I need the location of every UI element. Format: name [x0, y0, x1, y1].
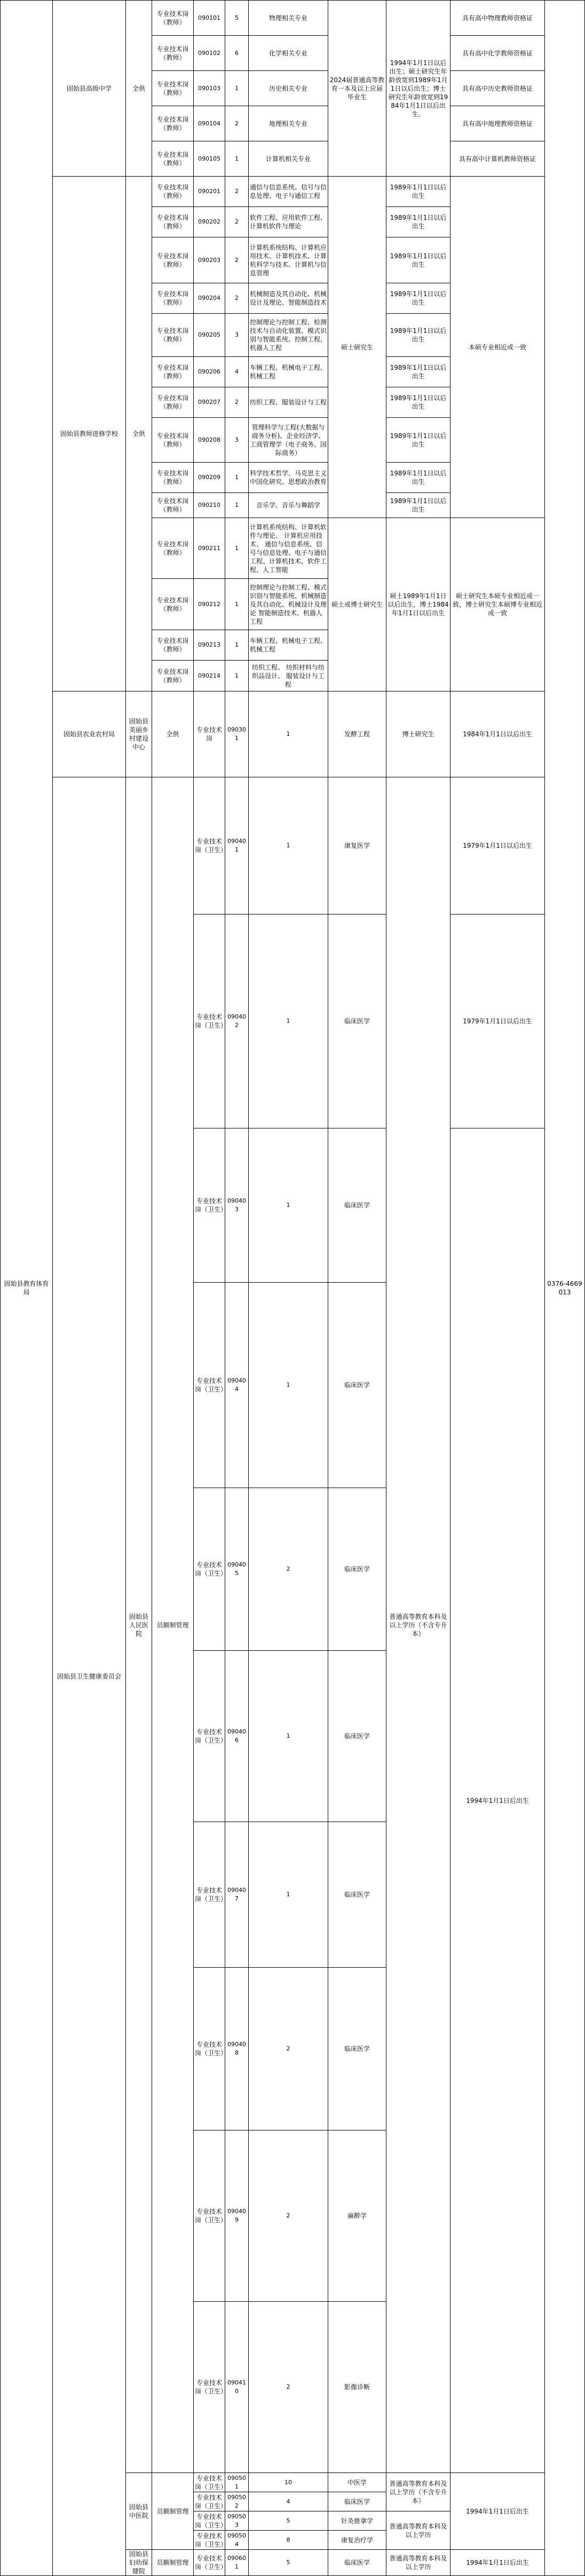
major-cell: 临床医学: [328, 1488, 386, 1651]
major-cell: 科学技术哲学、马克思主义中国化研究、思想政治教育: [249, 463, 328, 493]
org-cell: 固始县农业农村局: [53, 691, 126, 777]
count-cell: 1: [249, 1651, 328, 1822]
major-cell: 中医学: [328, 2473, 386, 2492]
count-cell: 2: [249, 2130, 328, 2302]
age-cell: 1989年1月1日以后出生: [386, 418, 450, 463]
post-cell: 专业技术岗（教师）: [152, 36, 194, 71]
req-cell: 具有高中地理教师资格证: [450, 106, 545, 141]
major-cell: 计算机系统结构、计算机软件与理论、 计算机应用技术、 通信与信息系统、信号与信息处理、电子与通信工程、计算机技术、软件工程、人工智能: [249, 518, 328, 579]
code-cell: 090504: [225, 2531, 249, 2550]
count-cell: 2: [225, 177, 249, 207]
age-cell: 1989年1月1日以后出生: [386, 463, 450, 493]
edu-cell: 普通高等教育本科及以上学历（不含专升本）: [386, 2473, 450, 2511]
edu-cell: 普通高等教育本科及以上学历（不含专升本）: [386, 777, 450, 2473]
unit-cell: 固始县美丽乡村建设中心: [126, 691, 152, 777]
major-cell: 控制理论与控制工程、模式识别与智能系统、机械制造及其自动化、机械设计及理论 智能制造技术、机器人工程: [249, 579, 328, 630]
major-cell: 康复医学: [328, 777, 386, 915]
post-cell: 专业技术岗（卫生）: [194, 2492, 225, 2511]
code-cell: 090213: [194, 630, 225, 661]
req-cell: 具有高中物理教师资格证: [450, 1, 545, 36]
major-cell: 临床医学: [328, 2492, 386, 2511]
age-cell: 1989年1月1日以后出生: [386, 314, 450, 357]
count-cell: 2: [225, 106, 249, 141]
edu-cell: 普通高等教育本科及以上学历: [386, 2511, 450, 2550]
code-cell: 090402: [225, 915, 249, 1128]
post-cell: 专业技术岗（卫生）: [194, 2550, 225, 2576]
unit-cell: 固始县妇幼保健院: [126, 2550, 152, 2576]
count-cell: 2: [225, 237, 249, 283]
count-cell: 6: [225, 36, 249, 71]
major-cell: 历史相关专业: [249, 71, 328, 106]
code-cell: 090210: [194, 493, 225, 518]
unit-cell: 固始县人民医院: [126, 777, 152, 2473]
count-cell: 1: [225, 579, 249, 630]
major-cell: 临床医学: [328, 915, 386, 1128]
fund-cell: 全供: [126, 1, 152, 177]
code-cell: 090503: [225, 2511, 249, 2531]
post-cell: 专业技术岗（教师）: [152, 314, 194, 357]
post-cell: 专业技术岗（卫生）: [194, 1822, 225, 1968]
edu-cell: 2024届普通高等教育一本及以上应届毕业生: [328, 1, 386, 177]
age-cell: 1989年1月1日以后出生: [386, 237, 450, 283]
code-cell: 090406: [225, 1651, 249, 1822]
table-row: [1, 1, 585, 36]
req-cell: 具有高中历史教师资格证: [450, 71, 545, 106]
code-cell: 090205: [194, 314, 225, 357]
req-cell: 硕士研究生本硕专业相近或一致，博士研究生本硕博专业相近或一致: [450, 518, 545, 691]
code-cell: 090201: [194, 177, 225, 207]
major-cell: 康复治疗学: [328, 2531, 386, 2550]
post-cell: 专业技术岗（教师）: [152, 630, 194, 661]
code-cell: 090501: [225, 2473, 249, 2492]
major-cell: 车辆工程、机械电子工程、机械工程: [249, 630, 328, 661]
post-cell: 专业技术岗（教师）: [152, 579, 194, 630]
code-cell: 090401: [225, 777, 249, 915]
major-cell: 机械制造及其自动化、机械设计及理论、智能制造技术: [249, 283, 328, 314]
code-cell: 090104: [194, 106, 225, 141]
major-cell: 计算机相关专业: [249, 141, 328, 177]
post-cell: 专业技术岗（教师）: [152, 207, 194, 237]
major-cell: 临床医学: [328, 2550, 386, 2576]
major-cell: 地理相关专业: [249, 106, 328, 141]
code-cell: 090207: [194, 387, 225, 418]
code-cell: 090206: [194, 357, 225, 387]
major-cell: 影像诊断: [328, 2302, 386, 2473]
post-cell: 专业技术岗（卫生）: [194, 2531, 225, 2550]
post-cell: 专业技术岗（卫生）: [194, 915, 225, 1128]
post-cell: 专业技术岗（卫生）: [194, 2130, 225, 2302]
count-cell: 1: [225, 493, 249, 518]
count-cell: 2: [249, 1488, 328, 1651]
table-row: [1, 691, 585, 777]
count-cell: 1: [249, 777, 328, 915]
code-cell: 090409: [225, 2130, 249, 2302]
major-cell: 化学相关专业: [249, 36, 328, 71]
phone-cell: 0376-4669013: [545, 1, 585, 2576]
org-cell: 固始县教育体育局: [1, 1, 53, 2576]
major-cell: 纺织工程、 纺织材料与纺织品设计、 服装设计与工程: [249, 661, 328, 691]
major-cell: 纺织工程、服装设计与工程: [249, 387, 328, 418]
unit-cell: 固始县高级中学: [53, 1, 126, 177]
major-cell: 控制理论与控制工程、检测技术与自动化装置、模式识别与智能系统、控制工程、机器人工程: [249, 314, 328, 357]
count-cell: 8: [249, 2531, 328, 2550]
edu-cell: 硕士或博士研究生: [328, 518, 386, 691]
code-cell: 090214: [194, 661, 225, 691]
count-cell: 5: [249, 2511, 328, 2531]
code-cell: 090203: [194, 237, 225, 283]
post-cell: 专业技术岗（卫生）: [194, 2302, 225, 2473]
count-cell: 4: [249, 2492, 328, 2511]
major-cell: 麻醉学: [328, 2130, 386, 2302]
table-row: [1, 177, 585, 207]
count-cell: 1: [225, 630, 249, 661]
code-cell: 090101: [194, 1, 225, 36]
age-cell: 1989年1月1日以后出生: [386, 177, 450, 207]
post-cell: 专业技术岗（卫生）: [194, 1968, 225, 2130]
major-cell: 发酵工程: [328, 691, 386, 777]
code-cell: 090211: [194, 518, 225, 579]
code-cell: 090105: [194, 141, 225, 177]
post-cell: 专业技术岗: [194, 691, 225, 777]
major-cell: 针灸推拿学: [328, 2511, 386, 2531]
major-cell: 临床医学: [328, 1968, 386, 2130]
code-cell: 090404: [225, 1283, 249, 1488]
code-cell: 090403: [225, 1128, 249, 1283]
post-cell: 专业技术岗（教师）: [152, 141, 194, 177]
count-cell: 1: [249, 1128, 328, 1283]
code-cell: 090208: [194, 418, 225, 463]
post-cell: 专业技术岗（卫生）: [194, 1283, 225, 1488]
age-cell: 1989年1月1日以后出生: [386, 357, 450, 387]
post-cell: 专业技术岗（教师）: [152, 418, 194, 463]
count-cell: 2: [225, 207, 249, 237]
fund-cell: 全供: [126, 177, 152, 691]
count-cell: 4: [225, 357, 249, 387]
post-cell: 专业技术岗（卫生）: [194, 1488, 225, 1651]
code-cell: 090301: [225, 691, 249, 777]
count-cell: 10: [249, 2473, 328, 2492]
post-cell: 专业技术岗（教师）: [152, 463, 194, 493]
code-cell: 090410: [225, 2302, 249, 2473]
post-cell: 专业技术岗（教师）: [152, 177, 194, 207]
code-cell: 090204: [194, 283, 225, 314]
age-cell: 1989年1月1日以后出生: [386, 387, 450, 418]
post-cell: 专业技术岗（教师）: [152, 71, 194, 106]
req-cell: 本硕专业相近或一致: [450, 177, 545, 518]
fund-cell: 全供: [152, 691, 194, 777]
post-cell: 专业技术岗（教师）: [152, 357, 194, 387]
age-cell: 1984年1月1日以后出生: [450, 691, 545, 777]
major-cell: 音乐学、音乐与舞蹈学: [249, 493, 328, 518]
edu-cell: 普通高等教育本科及以上学历: [386, 2550, 450, 2576]
count-cell: 1: [249, 1283, 328, 1488]
count-cell: 2: [249, 1968, 328, 2130]
count-cell: 1: [249, 691, 328, 777]
edu-cell: 博士研究生: [386, 691, 450, 777]
age-cell: 1994年1月1日后出生: [450, 2550, 545, 2576]
major-cell: 通信与信息系统、信号与信息处理、电子与通信工程: [249, 177, 328, 207]
count-cell: 1: [249, 1822, 328, 1968]
major-cell: 管理科学与工程(大数据与商务分析)、企业经济学、工商管理学（电子商务、国际商务）: [249, 418, 328, 463]
post-cell: 专业技术岗（卫生）: [194, 1128, 225, 1283]
code-cell: 090212: [194, 579, 225, 630]
post-cell: 专业技术岗（教师）: [152, 106, 194, 141]
age-cell: 1994年1月1日以后出生；硕士研究生年龄放宽到1989年1月1日以后出生；博士研究生年龄放宽到1984年1月1日以后出生。: [386, 1, 450, 177]
major-cell: 临床医学: [328, 1822, 386, 1968]
post-cell: 专业技术岗（卫生）: [194, 1651, 225, 1822]
age-cell: 硕士1989年1月1日以后出生，博士1984年1月1日以后出生: [386, 518, 450, 691]
edu-cell: 硕士研究生: [328, 177, 386, 518]
org-cell: 固始县卫生健康委员会: [53, 777, 126, 2576]
major-cell: 计算机系统结构、计算机应用技术、计算机技术、计算机科学与技术、计算机与信息管理: [249, 237, 328, 283]
major-cell: 临床医学: [328, 1651, 386, 1822]
post-cell: 专业技术岗（教师）: [152, 387, 194, 418]
code-cell: 090405: [225, 1488, 249, 1651]
post-cell: 专业技术岗（卫生）: [194, 777, 225, 915]
post-cell: 专业技术岗（教师）: [152, 518, 194, 579]
post-cell: 专业技术岗（教师）: [152, 283, 194, 314]
code-cell: 090408: [225, 1968, 249, 2130]
age-cell: 1989年1月1日以后出生: [386, 283, 450, 314]
age-cell: 1979年1月1日以后出生: [450, 915, 545, 1128]
unit-cell: 固始县教师进修学校: [53, 177, 126, 691]
count-cell: 3: [225, 418, 249, 463]
post-cell: 专业技术岗（卫生）: [194, 2473, 225, 2492]
count-cell: 1: [225, 661, 249, 691]
count-cell: 2: [225, 283, 249, 314]
count-cell: 1: [225, 141, 249, 177]
age-cell: 1994年1月1日后出生: [450, 1128, 545, 2473]
age-cell: 1979年1月1日以后出生: [450, 777, 545, 915]
code-cell: 090601: [225, 2550, 249, 2576]
age-cell: 1989年1月1日以后出生: [386, 493, 450, 518]
table-row: [1, 777, 585, 915]
count-cell: 2: [249, 2302, 328, 2473]
count-cell: 1: [249, 915, 328, 1128]
count-cell: 1: [225, 71, 249, 106]
post-cell: 专业技术岗（教师）: [152, 661, 194, 691]
major-cell: 物理相关专业: [249, 1, 328, 36]
post-cell: 专业技术岗（卫生）: [194, 2511, 225, 2531]
code-cell: 090407: [225, 1822, 249, 1968]
post-cell: 专业技术岗（教师）: [152, 493, 194, 518]
code-cell: 090103: [194, 71, 225, 106]
major-cell: 车辆工程、机械电子工程、机械工程: [249, 357, 328, 387]
count-cell: 1: [225, 463, 249, 493]
fund-cell: 员额制管理: [152, 777, 194, 2473]
post-cell: 专业技术岗（教师）: [152, 1, 194, 36]
count-cell: 5: [249, 2550, 328, 2576]
req-cell: 具有高中化学教师资格证: [450, 36, 545, 71]
count-cell: 3: [225, 314, 249, 357]
code-cell: 090502: [225, 2492, 249, 2511]
code-cell: 090202: [194, 207, 225, 237]
count-cell: 2: [225, 387, 249, 418]
age-cell: 1994年1月1日后出生: [450, 2473, 545, 2550]
req-cell: 具有高中计算机教师资格证: [450, 141, 545, 177]
code-cell: 090209: [194, 463, 225, 493]
major-cell: 临床医学: [328, 1128, 386, 1283]
major-cell: 软件工程、应用软件工程、计算机软件与理论: [249, 207, 328, 237]
count-cell: 5: [225, 1, 249, 36]
code-cell: 090102: [194, 36, 225, 71]
fund-cell: 员额制管理: [152, 2473, 194, 2550]
fund-cell: 员额制管理: [152, 2550, 194, 2576]
count-cell: 1: [225, 518, 249, 579]
age-cell: 1989年1月1日以后出生: [386, 207, 450, 237]
major-cell: 临床医学: [328, 1283, 386, 1488]
post-cell: 专业技术岗（教师）: [152, 237, 194, 283]
unit-cell: 固始县中医院: [126, 2473, 152, 2550]
